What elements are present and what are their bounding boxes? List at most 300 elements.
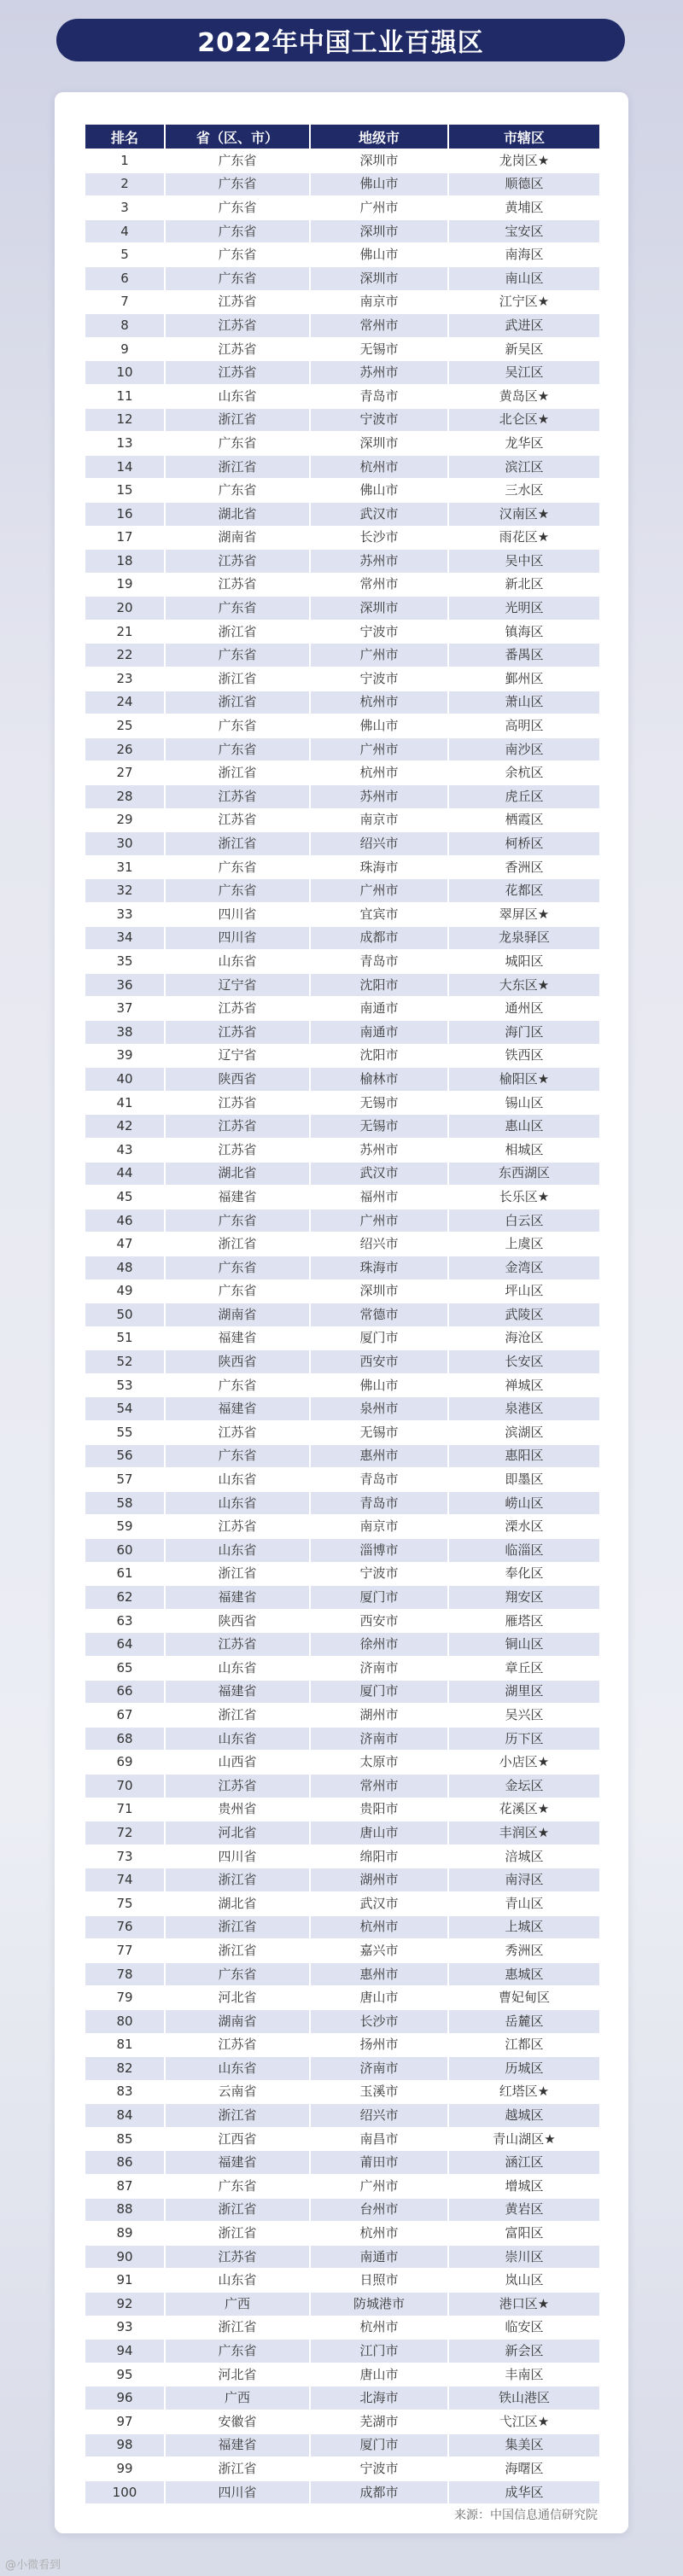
cell-city: 惠州市 [311, 1963, 447, 1986]
cell-district: 龙华区 [449, 432, 599, 455]
cell-district: 翠屏区★ [449, 903, 599, 926]
table-row [85, 2363, 599, 2387]
table-row [85, 879, 599, 902]
table-row [85, 644, 599, 667]
table-row [85, 220, 599, 243]
cell-district: 禅城区 [449, 1374, 599, 1397]
cell-district: 江都区 [449, 2034, 599, 2057]
cell-district: 翔安区 [449, 1586, 599, 1609]
table-row [85, 1068, 599, 1091]
cell-city: 苏州市 [311, 550, 447, 573]
cell-province: 浙江省 [166, 1233, 309, 1256]
cell-district: 丰南区 [449, 2363, 599, 2387]
cell-district: 南沙区 [449, 738, 599, 761]
cell-district: 大东区★ [449, 974, 599, 997]
table-row [85, 2151, 599, 2174]
cell-rank: 31 [85, 856, 164, 879]
table-row [85, 903, 599, 926]
cell-province: 湖南省 [166, 2010, 309, 2033]
cell-district: 三水区 [449, 479, 599, 502]
cell-district: 红塔区★ [449, 2081, 599, 2104]
cell-city: 常州市 [311, 314, 447, 337]
cell-province: 浙江省 [166, 1916, 309, 1939]
cell-city: 武汉市 [311, 1163, 447, 1186]
cell-rank: 20 [85, 597, 164, 620]
table-row [85, 1327, 599, 1350]
table-row [85, 1633, 599, 1656]
table-header-row [85, 125, 599, 149]
cell-district: 江宁区★ [449, 291, 599, 314]
cell-province: 江苏省 [166, 1775, 309, 1798]
cell-rank: 9 [85, 338, 164, 361]
table-row [85, 1681, 599, 1704]
table-row [85, 149, 599, 172]
cell-province: 湖南省 [166, 1303, 309, 1326]
cell-district: 成华区 [449, 2481, 599, 2504]
cell-rank: 91 [85, 2269, 164, 2292]
cell-rank: 14 [85, 456, 164, 479]
cell-province: 广东省 [166, 243, 309, 266]
cell-province: 福建省 [166, 2434, 309, 2457]
cell-city: 嘉兴市 [311, 1939, 447, 1962]
cell-province: 浙江省 [166, 1704, 309, 1727]
cell-district: 铜山区 [449, 1633, 599, 1656]
cell-district: 武进区 [449, 314, 599, 337]
cell-city: 无锡市 [311, 1092, 447, 1115]
cell-rank: 95 [85, 2363, 164, 2387]
cell-rank: 29 [85, 809, 164, 832]
cell-province: 广东省 [166, 149, 309, 172]
table-row [85, 1775, 599, 1798]
table-row [85, 1868, 599, 1891]
table-row [85, 667, 599, 691]
cell-rank: 100 [85, 2481, 164, 2504]
cell-city: 莆田市 [311, 2151, 447, 2174]
cell-district: 长乐区★ [449, 1186, 599, 1209]
cell-province: 河北省 [166, 1821, 309, 1845]
cell-city: 绍兴市 [311, 2104, 447, 2127]
cell-district: 海沧区 [449, 1327, 599, 1350]
cell-province: 江苏省 [166, 314, 309, 337]
cell-district: 青山湖区★ [449, 2128, 599, 2151]
cell-province: 浙江省 [166, 2457, 309, 2480]
cell-city: 湖州市 [311, 1704, 447, 1727]
cell-city: 青岛市 [311, 1468, 447, 1491]
table-row [85, 361, 599, 384]
cell-rank: 46 [85, 1209, 164, 1233]
cell-city: 广州市 [311, 644, 447, 667]
table-row [85, 1092, 599, 1115]
cell-rank: 5 [85, 243, 164, 266]
table-row [85, 597, 599, 620]
table-row [85, 314, 599, 337]
cell-district: 滨江区 [449, 456, 599, 479]
cell-province: 陕西省 [166, 1610, 309, 1633]
cell-rank: 27 [85, 761, 164, 784]
table-row [85, 2128, 599, 2151]
cell-city: 泉州市 [311, 1397, 447, 1420]
cell-district: 崇川区 [449, 2246, 599, 2269]
table-row [85, 1163, 599, 1186]
table-row [85, 196, 599, 219]
cell-district: 海门区 [449, 1021, 599, 1044]
table-row [85, 1586, 599, 1609]
cell-rank: 25 [85, 714, 164, 737]
cell-district: 海曙区 [449, 2457, 599, 2480]
cell-district: 历城区 [449, 2057, 599, 2080]
table-row [85, 1986, 599, 2009]
cell-city: 深圳市 [311, 267, 447, 290]
table-row [85, 456, 599, 479]
cell-province: 浙江省 [166, 2317, 309, 2340]
cell-province: 四川省 [166, 1845, 309, 1868]
cell-district: 湖里区 [449, 1681, 599, 1704]
cell-province: 福建省 [166, 2151, 309, 2174]
cell-rank: 72 [85, 1821, 164, 1845]
cell-province: 安徽省 [166, 2410, 309, 2433]
cell-province: 浙江省 [166, 761, 309, 784]
cell-rank: 78 [85, 1963, 164, 1986]
cell-province: 江苏省 [166, 361, 309, 384]
cell-rank: 84 [85, 2104, 164, 2127]
cell-rank: 76 [85, 1916, 164, 1939]
table-row [85, 1280, 599, 1303]
cell-rank: 15 [85, 479, 164, 502]
table-row [85, 243, 599, 266]
cell-province: 浙江省 [166, 1563, 309, 1586]
cell-district: 黄岛区★ [449, 385, 599, 408]
cell-district: 吴中区 [449, 550, 599, 573]
cell-city: 福州市 [311, 1186, 447, 1209]
cell-rank: 3 [85, 196, 164, 219]
cell-rank: 83 [85, 2081, 164, 2104]
cell-district: 崂山区 [449, 1492, 599, 1515]
cell-province: 江苏省 [166, 1021, 309, 1044]
cell-city: 深圳市 [311, 432, 447, 455]
cell-city: 贵阳市 [311, 1798, 447, 1821]
cell-city: 沈阳市 [311, 974, 447, 997]
ranking-card [55, 92, 628, 2533]
cell-city: 无锡市 [311, 338, 447, 361]
table-row [85, 1303, 599, 1326]
cell-province: 福建省 [166, 1186, 309, 1209]
cell-district: 上城区 [449, 1916, 599, 1939]
cell-district: 涪城区 [449, 1845, 599, 1868]
cell-district: 通州区 [449, 997, 599, 1020]
table-row [85, 1563, 599, 1586]
cell-rank: 44 [85, 1163, 164, 1186]
cell-district: 历下区 [449, 1728, 599, 1751]
source-note: 来源：中国信息通信研究院 [454, 2509, 598, 2522]
cell-city: 南通市 [311, 2246, 447, 2269]
table-row [85, 2387, 599, 2410]
cell-rank: 79 [85, 1986, 164, 2009]
cell-district: 余杭区 [449, 761, 599, 784]
cell-rank: 43 [85, 1139, 164, 1162]
cell-rank: 19 [85, 574, 164, 597]
cell-rank: 37 [85, 997, 164, 1020]
cell-district: 长安区 [449, 1350, 599, 1373]
cell-city: 珠海市 [311, 856, 447, 879]
cell-province: 浙江省 [166, 832, 309, 855]
table-row [85, 479, 599, 502]
cell-district: 柯桥区 [449, 832, 599, 855]
cell-province: 江苏省 [166, 574, 309, 597]
cell-district: 白云区 [449, 1209, 599, 1233]
watermark: @小微看到 [5, 2559, 61, 2572]
cell-city: 佛山市 [311, 1374, 447, 1397]
cell-rank: 28 [85, 785, 164, 808]
cell-province: 山西省 [166, 1751, 309, 1774]
table-row [85, 338, 599, 361]
table-row [85, 2246, 599, 2269]
table-row [85, 1421, 599, 1444]
cell-rank: 12 [85, 409, 164, 432]
header-rank: 排名 [85, 125, 164, 149]
cell-district: 增城区 [449, 2175, 599, 2198]
cell-city: 宜宾市 [311, 903, 447, 926]
cell-district: 高明区 [449, 714, 599, 737]
cell-rank: 64 [85, 1633, 164, 1656]
cell-city: 珠海市 [311, 1256, 447, 1279]
cell-province: 江苏省 [166, 2246, 309, 2269]
cell-district: 港口区★ [449, 2293, 599, 2316]
table-row [85, 574, 599, 597]
cell-province: 浙江省 [166, 2199, 309, 2222]
cell-rank: 62 [85, 1586, 164, 1609]
cell-province: 湖北省 [166, 1892, 309, 1915]
table-row [85, 1916, 599, 1939]
table-row [85, 527, 599, 550]
table-row [85, 2269, 599, 2292]
cell-rank: 7 [85, 291, 164, 314]
cell-province: 浙江省 [166, 409, 309, 432]
cell-province: 陕西省 [166, 1068, 309, 1091]
cell-rank: 65 [85, 1657, 164, 1680]
cell-district: 虎丘区 [449, 785, 599, 808]
table-row [85, 2057, 599, 2080]
cell-rank: 80 [85, 2010, 164, 2033]
table-row [85, 1209, 599, 1233]
cell-province: 广东省 [166, 856, 309, 879]
table-row [85, 2317, 599, 2340]
cell-district: 龙岗区★ [449, 149, 599, 172]
cell-city: 沈阳市 [311, 1045, 447, 1068]
cell-city: 青岛市 [311, 1492, 447, 1515]
table-row [85, 1845, 599, 1868]
cell-rank: 47 [85, 1233, 164, 1256]
table-row [85, 2222, 599, 2245]
cell-city: 广州市 [311, 1209, 447, 1233]
cell-rank: 58 [85, 1492, 164, 1515]
cell-rank: 30 [85, 832, 164, 855]
cell-district: 南海区 [449, 243, 599, 266]
cell-rank: 71 [85, 1798, 164, 1821]
cell-rank: 66 [85, 1681, 164, 1704]
cell-province: 江苏省 [166, 785, 309, 808]
cell-city: 佛山市 [311, 173, 447, 196]
cell-city: 台州市 [311, 2199, 447, 2222]
cell-district: 武陵区 [449, 1303, 599, 1326]
cell-city: 唐山市 [311, 1986, 447, 2009]
cell-rank: 89 [85, 2222, 164, 2245]
cell-district: 镇海区 [449, 621, 599, 644]
cell-rank: 1 [85, 149, 164, 172]
cell-province: 江苏省 [166, 1633, 309, 1656]
table-row [85, 1492, 599, 1515]
header-district: 市辖区 [449, 125, 599, 149]
cell-district: 岳麓区 [449, 2010, 599, 2033]
cell-rank: 48 [85, 1256, 164, 1279]
cell-province: 福建省 [166, 1681, 309, 1704]
cell-district: 花溪区★ [449, 1798, 599, 1821]
cell-rank: 49 [85, 1280, 164, 1303]
table-row [85, 1704, 599, 1727]
cell-city: 厦门市 [311, 1586, 447, 1609]
table-row [85, 997, 599, 1020]
ranking-table [84, 124, 601, 2504]
cell-province: 浙江省 [166, 2222, 309, 2245]
cell-city: 长沙市 [311, 2010, 447, 2033]
cell-city: 宁波市 [311, 1563, 447, 1586]
cell-province: 浙江省 [166, 1939, 309, 1962]
cell-province: 山东省 [166, 1539, 309, 1562]
cell-province: 江苏省 [166, 291, 309, 314]
cell-rank: 4 [85, 220, 164, 243]
cell-rank: 32 [85, 879, 164, 902]
cell-province: 江苏省 [166, 1092, 309, 1115]
cell-province: 广东省 [166, 738, 309, 761]
cell-district: 萧山区 [449, 691, 599, 714]
cell-district: 黄岩区 [449, 2199, 599, 2222]
cell-city: 长沙市 [311, 527, 447, 550]
table-row [85, 738, 599, 761]
cell-province: 贵州省 [166, 1798, 309, 1821]
cell-district: 番禺区 [449, 644, 599, 667]
cell-rank: 38 [85, 1021, 164, 1044]
page-title: 2022年中国工业百强区 [56, 19, 625, 61]
cell-rank: 45 [85, 1186, 164, 1209]
cell-city: 无锡市 [311, 1421, 447, 1444]
cell-rank: 60 [85, 1539, 164, 1562]
cell-province: 江西省 [166, 2128, 309, 2151]
table-row [85, 1233, 599, 1256]
cell-province: 云南省 [166, 2081, 309, 2104]
table-row [85, 927, 599, 950]
table-row [85, 267, 599, 290]
cell-province: 江苏省 [166, 809, 309, 832]
cell-rank: 86 [85, 2151, 164, 2174]
table-row [85, 1374, 599, 1397]
cell-province: 广东省 [166, 1374, 309, 1397]
table-row [85, 2175, 599, 2198]
cell-province: 山东省 [166, 2269, 309, 2292]
cell-province: 广东省 [166, 597, 309, 620]
cell-rank: 82 [85, 2057, 164, 2080]
table-row [85, 1610, 599, 1633]
cell-province: 江苏省 [166, 550, 309, 573]
cell-rank: 23 [85, 667, 164, 691]
table-row [85, 550, 599, 573]
cell-city: 北海市 [311, 2387, 447, 2410]
cell-rank: 6 [85, 267, 164, 290]
cell-province: 广东省 [166, 1280, 309, 1303]
cell-rank: 42 [85, 1115, 164, 1138]
cell-city: 唐山市 [311, 2363, 447, 2387]
cell-province: 广西 [166, 2293, 309, 2316]
cell-city: 常州市 [311, 1775, 447, 1798]
cell-rank: 70 [85, 1775, 164, 1798]
cell-city: 太原市 [311, 1751, 447, 1774]
cell-district: 锡山区 [449, 1092, 599, 1115]
cell-province: 广西 [166, 2387, 309, 2410]
cell-rank: 97 [85, 2410, 164, 2433]
cell-city: 西安市 [311, 1350, 447, 1373]
cell-district: 惠城区 [449, 1963, 599, 1986]
cell-city: 成都市 [311, 927, 447, 950]
table-row [85, 1468, 599, 1491]
cell-city: 南通市 [311, 1021, 447, 1044]
cell-district: 临安区 [449, 2317, 599, 2340]
cell-rank: 40 [85, 1068, 164, 1091]
cell-district: 雁塔区 [449, 1610, 599, 1633]
cell-province: 浙江省 [166, 667, 309, 691]
cell-rank: 21 [85, 621, 164, 644]
cell-district: 泉港区 [449, 1397, 599, 1420]
cell-rank: 73 [85, 1845, 164, 1868]
cell-rank: 50 [85, 1303, 164, 1326]
cell-district: 越城区 [449, 2104, 599, 2127]
cell-city: 南京市 [311, 1515, 447, 1538]
cell-district: 章丘区 [449, 1657, 599, 1680]
cell-rank: 67 [85, 1704, 164, 1727]
cell-rank: 16 [85, 503, 164, 526]
cell-district: 即墨区 [449, 1468, 599, 1491]
cell-district: 秀洲区 [449, 1939, 599, 1962]
cell-district: 富阳区 [449, 2222, 599, 2245]
cell-city: 广州市 [311, 738, 447, 761]
table-row [85, 621, 599, 644]
table-row [85, 2434, 599, 2457]
cell-rank: 24 [85, 691, 164, 714]
cell-rank: 22 [85, 644, 164, 667]
table-row [85, 1798, 599, 1821]
cell-district: 城阳区 [449, 950, 599, 973]
cell-district: 南浔区 [449, 1868, 599, 1891]
cell-province: 辽宁省 [166, 1045, 309, 1068]
table-row [85, 691, 599, 714]
cell-district: 北仑区★ [449, 409, 599, 432]
cell-city: 南京市 [311, 809, 447, 832]
table-row [85, 1256, 599, 1279]
cell-province: 山东省 [166, 2057, 309, 2080]
cell-district: 金坛区 [449, 1775, 599, 1798]
cell-district: 涵江区 [449, 2151, 599, 2174]
cell-province: 山东省 [166, 950, 309, 973]
cell-rank: 11 [85, 385, 164, 408]
cell-rank: 68 [85, 1728, 164, 1751]
cell-province: 山东省 [166, 385, 309, 408]
cell-province: 浙江省 [166, 456, 309, 479]
cell-district: 南山区 [449, 267, 599, 290]
cell-rank: 10 [85, 361, 164, 384]
cell-province: 广东省 [166, 196, 309, 219]
cell-district: 吴江区 [449, 361, 599, 384]
cell-city: 芜湖市 [311, 2410, 447, 2433]
cell-province: 广东省 [166, 1963, 309, 1986]
cell-province: 广东省 [166, 714, 309, 737]
table-row [85, 2457, 599, 2480]
